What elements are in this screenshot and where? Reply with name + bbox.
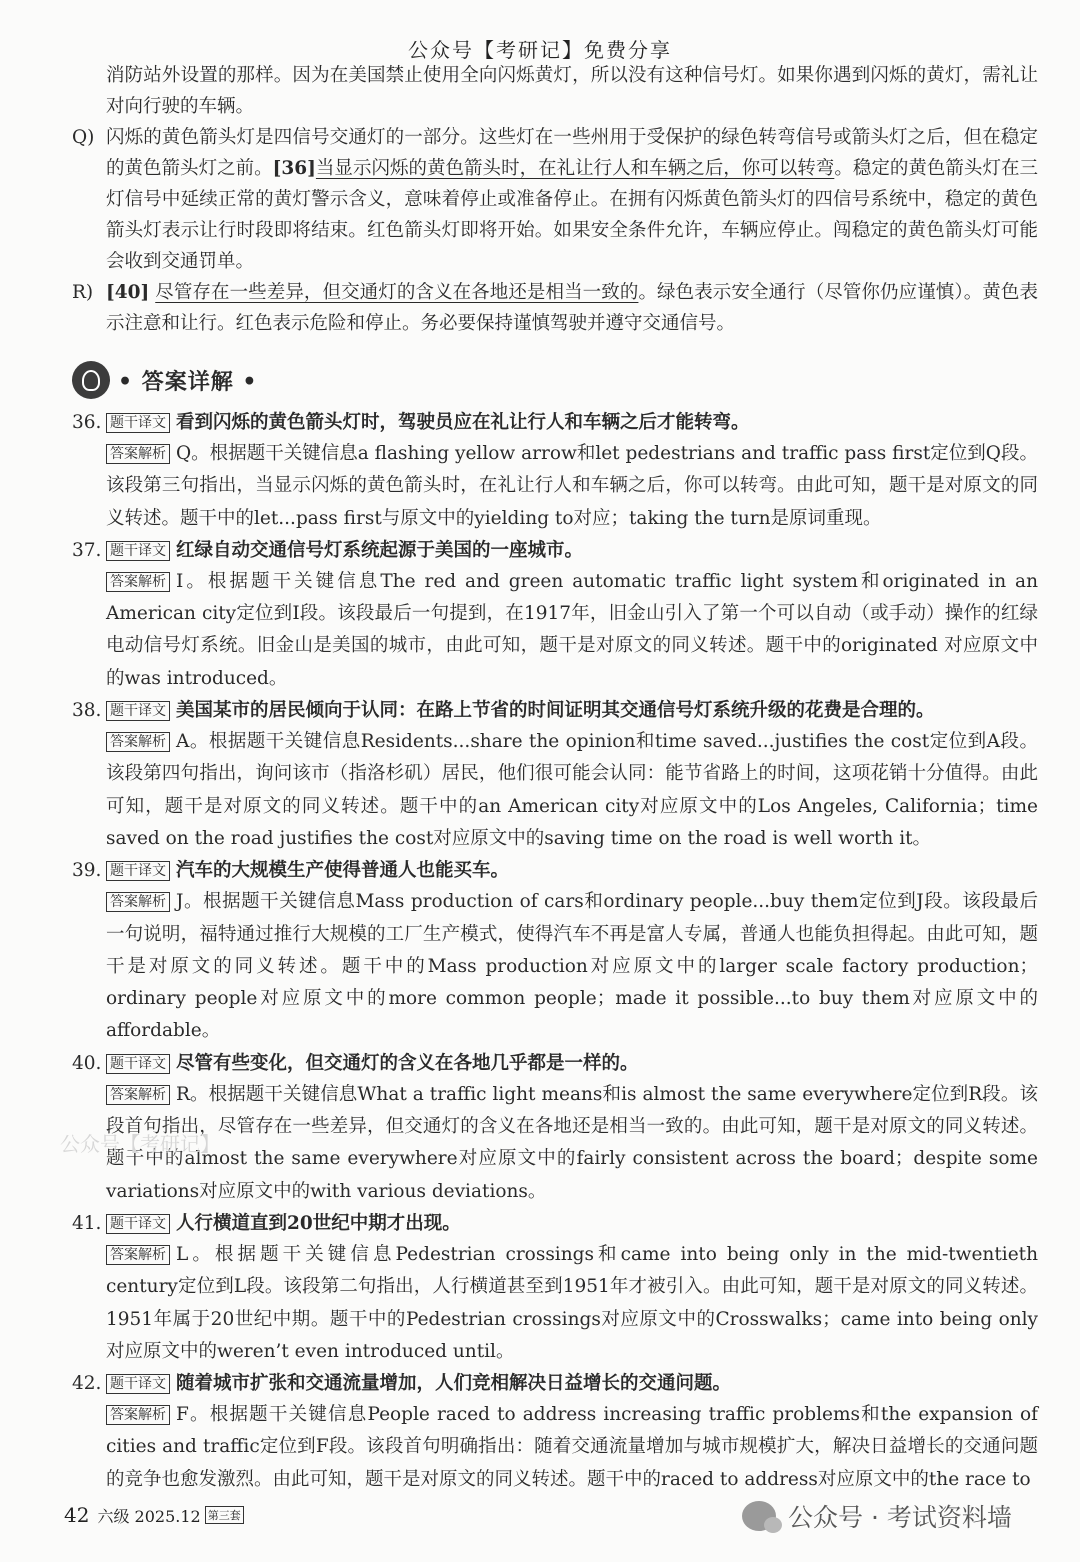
answer-item xyxy=(72,535,1038,695)
answer-item xyxy=(72,407,1038,535)
analysis-tag: 答案解析 xyxy=(106,1245,170,1265)
page-header: 公众号【考研记】免费分享 xyxy=(408,38,672,62)
analysis-text: L。根据题干关键信息Pedestrian crossings和came into being only in the mid-twentieth century定位到L段。该段第二句指出，人行横道甚至到1951年才被引入。由此可知，题干是对原文的同义转述。1951年属于20世纪中期。题干中的Pedestrian crossings对应原文中的Crosswalks；came into being only对应原文中的weren’t even introduced until。 xyxy=(106,1243,1038,1362)
ghost-watermark: 公众号【考研记】 xyxy=(60,1132,220,1156)
question-number: 42. xyxy=(72,1373,102,1395)
answer-analysis xyxy=(106,1079,1038,1208)
question-tag: [40] xyxy=(106,282,150,303)
answer-item xyxy=(72,1368,1038,1496)
question-translation xyxy=(106,695,1038,726)
question-translation xyxy=(106,1208,1038,1239)
analysis-text: R。根据题干关键信息What a traffic light means和is almost the same everywhere定位到R段。该段首句指出，尽管存在一些差异，但交通灯的含义在各地还是相当一致的。由此可知，题干是对原文的同义转述。题干中的almost the same everywhere对应原文中的fairly consistent across the board；despite some variations对应原文中的with various deviations。 xyxy=(106,1083,1038,1202)
answer-item xyxy=(72,695,1038,855)
passage-r xyxy=(72,277,1038,339)
translation-text: 红绿自动交通信号灯系统起源于美国的一座城市。 xyxy=(176,539,584,561)
watermark xyxy=(742,1498,1012,1534)
analysis-text: I。根据题干关键信息The red and green automatic traffic light system和originated in an American city定位到I段。该段最后一句提到，在1917年，旧金山引入了第一个可以自动（或手动）操作的红绿电动信号灯系统。旧金山是美国的城市，由此可知，题干是对原文的同义转述。题干中的originated 对应原文中的was introduced。 xyxy=(106,570,1038,689)
answer-analysis xyxy=(106,566,1038,695)
answer-section-header xyxy=(72,361,1038,399)
passage-p-continuation xyxy=(72,60,1038,122)
answer-analysis xyxy=(106,886,1038,1047)
question-number: 39. xyxy=(72,860,102,882)
translation-text: 随着城市扩张和交通流量增加，人们竞相解决日益增长的交通问题。 xyxy=(176,1373,732,1395)
analysis-text: F。根据题干关键信息People raced to address increasing traffic problems和the expansion of cities and traffic定位到F段。该段首句明确指出：随着交通流量增加与城市规模扩大，解决日益增长的交通问题的竞争也愈发激烈。由此可知，题干是对原文的同义转述。题干中的raced to address对应原文中的the race to xyxy=(106,1404,1038,1490)
page-content xyxy=(72,60,1038,1496)
analysis-tag: 答案解析 xyxy=(106,1085,170,1105)
translation-tag: 题干译文 xyxy=(106,701,170,721)
passage-text: 闪烁的黄色箭头灯是四信号交通灯的一部分。这些灯在一些州用于受保护的绿色转弯信号或箭头灯之后，但在稳定的黄色箭头灯之前。 xyxy=(106,127,1038,179)
translation-text: 尽管有些变化，但交通灯的含义在各地几乎都是一样的。 xyxy=(176,1052,639,1074)
passage-q xyxy=(72,122,1038,277)
analysis-tag: 答案解析 xyxy=(106,892,170,912)
set-badge: 第三套 xyxy=(205,1506,244,1524)
translation-text: 人行横道直到20世纪中期才出现。 xyxy=(176,1212,461,1234)
page-footer xyxy=(64,1503,244,1527)
answer-item xyxy=(72,1208,1038,1368)
analysis-text: J。根据题干关键信息Mass production of cars和ordinary people...buy them定位到J段。该段最后一句说明，福特通过推行大规模的工厂生产模式，使得汽车不再是富人专属，普通人也能负担得起。由此可知，题干是对原文的同义转述。题干中的Mass production对应原文中的larger scale factory production；ordinary people对应原文中的more common people；made it possible...to buy them对应原文中的affordable。 xyxy=(106,891,1038,1042)
page-number: 42 xyxy=(64,1503,90,1527)
translation-text: 汽车的大规模生产使得普通人也能买车。 xyxy=(176,860,510,882)
translation-tag: 题干译文 xyxy=(106,1054,170,1074)
passage-text: 。绿色表示安全通行（尽管你仍应谨慎）。黄色表示注意和让行。红色表示危险和停止。务必要保持谨慎驾驶并遵守交通信号。 xyxy=(106,282,1038,334)
translation-tag: 题干译文 xyxy=(106,1214,170,1234)
answer-analysis xyxy=(106,726,1038,855)
question-translation xyxy=(106,1368,1038,1399)
answer-analysis xyxy=(106,438,1038,535)
answer-analysis xyxy=(106,1239,1038,1368)
translation-tag: 题干译文 xyxy=(106,1374,170,1394)
translation-text: 看到闪烁的黄色箭头灯时，驾驶员应在礼让行人和车辆之后才能转弯。 xyxy=(176,412,750,433)
answers-list xyxy=(72,407,1038,1496)
watermark-text: 公众号 · 考试资料墙 xyxy=(788,1503,1012,1532)
answer-analysis xyxy=(106,1399,1038,1496)
answer-item xyxy=(72,855,1038,1047)
question-number: 36. xyxy=(72,412,102,433)
wechat-icon xyxy=(742,1501,776,1531)
question-number: 40. xyxy=(72,1052,102,1074)
question-translation xyxy=(106,407,1038,438)
analysis-tag: 答案解析 xyxy=(106,732,170,752)
analysis-text: A。根据题干关键信息Residents...share the opinion和time saved...justifies the cost定位到A段。该段第四句指出，询问该市（指洛杉矶）居民，他们很可能会认同：能节省路上的时间，这项花销十分值得。由此可知，题干是对原文的同义转述。题干中的an American city对应原文中的Los Angeles, California；time saved on the road justifies the cost对应原文中的saving time on the road is well worth it。 xyxy=(106,731,1038,849)
question-tag: [36] xyxy=(272,158,316,179)
question-translation xyxy=(106,855,1038,886)
section-title: • 答案详解 • xyxy=(118,368,258,395)
question-number: 38. xyxy=(72,700,102,722)
translation-text: 美国某市的居民倾向于认同：在路上节省的时间证明其交通信号灯系统升级的花费是合理的。 xyxy=(176,700,935,722)
analysis-tag: 答案解析 xyxy=(106,444,170,464)
footer-text: 六级 2025.12 xyxy=(97,1506,201,1526)
question-translation xyxy=(106,535,1038,566)
analysis-text: Q。根据题干关键信息a flashing yellow arrow和let pedestrians and traffic pass first定位到Q段。该段第三句指出，当显示闪烁的黄色箭头时，在礼让行人和车辆之后，你可以转弯。由此可知，题干是对原文的同义转述。题干中的let...pass first与原文中的yielding to对应；taking the turn是原词重现。 xyxy=(106,443,1038,529)
translation-tag: 题干译文 xyxy=(106,413,170,433)
underlined-text: 当显示闪烁的黄色箭头时，在礼让行人和车辆之后，你可以转弯 xyxy=(315,158,835,179)
question-number: 37. xyxy=(72,539,102,561)
passage-text: 消防站外设置的那样。因为在美国禁止使用全向闪烁黄灯，所以没有这种信号灯。如果你遇到闪烁的黄灯，需礼让对向行驶的车辆。 xyxy=(106,65,1038,117)
passage-label: R) xyxy=(72,282,94,303)
question-translation xyxy=(106,1048,1038,1079)
translation-tag: 题干译文 xyxy=(106,541,170,561)
underlined-text: 尽管存在一些差异，但交通灯的含义在各地还是相当一致的 xyxy=(155,282,639,303)
passage-text: 。稳定的黄色箭头灯在三灯信号中延续正常的黄灯警示含义，意味着停止或准备停止。在拥有闪烁黄色箭头灯的四信号系统中，稳定的黄色箭头灯表示让行时段即将结束。红色箭头灯即将开始。如果安全条件允许，车辆应停止。闯稳定的黄色箭头灯可能会收到交通罚单。 xyxy=(106,158,1038,272)
translation-tag: 题干译文 xyxy=(106,861,170,881)
lightbulb-icon xyxy=(72,361,110,399)
analysis-tag: 答案解析 xyxy=(106,1405,170,1425)
question-number: 41. xyxy=(72,1212,102,1234)
analysis-tag: 答案解析 xyxy=(106,572,170,592)
passage-label: Q) xyxy=(72,127,95,148)
